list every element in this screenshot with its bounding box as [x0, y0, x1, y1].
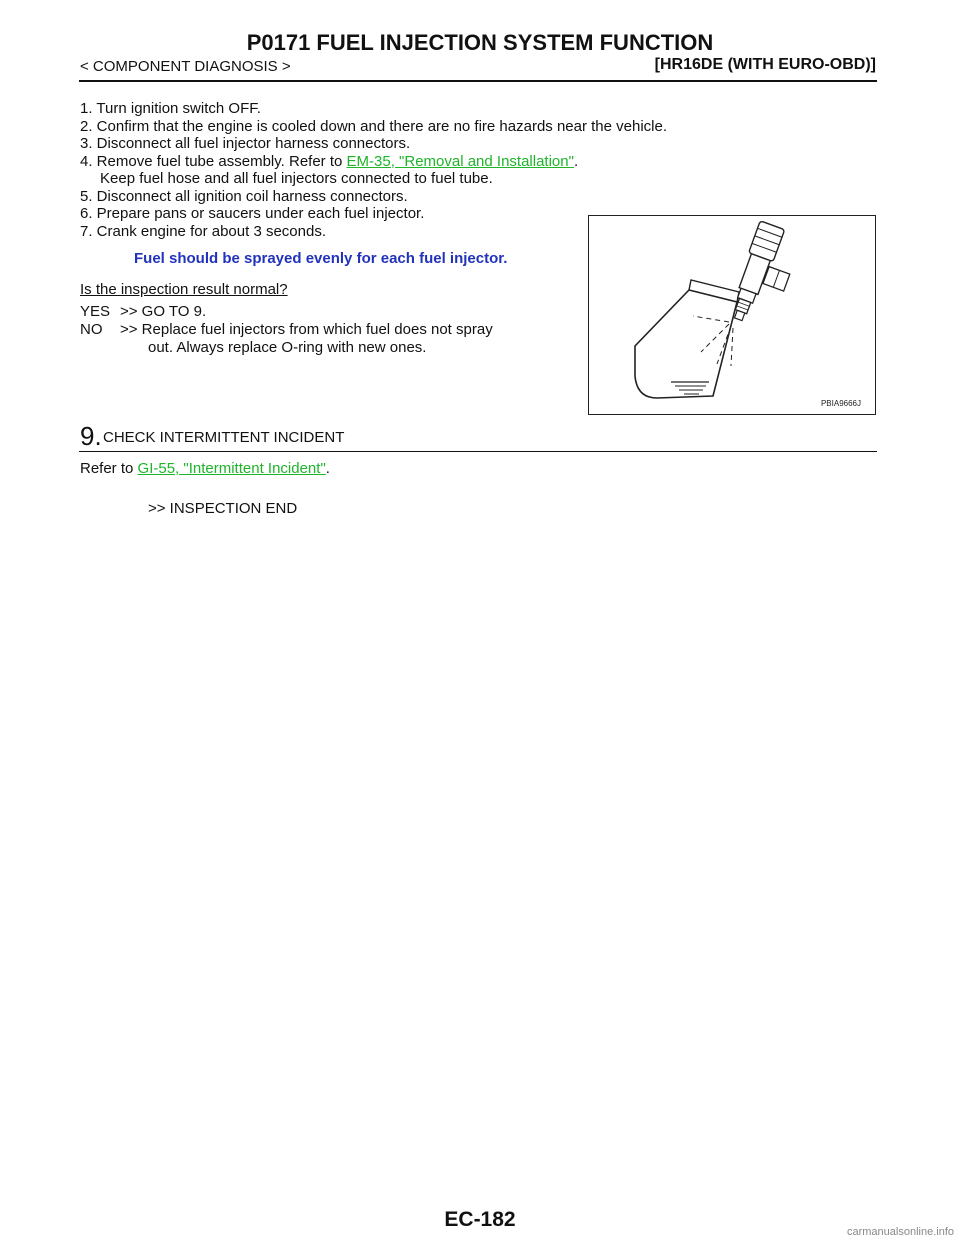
- page-number: EC-182: [444, 1208, 516, 1231]
- answer-no-text-cont: out. Always replace O-ring with new ones.: [148, 339, 427, 356]
- answer-yes-text: >> GO TO 9.: [120, 303, 207, 320]
- breadcrumb: < COMPONENT DIAGNOSIS >: [80, 58, 291, 75]
- step-5: 5. Disconnect all ignition coil harness connectors.: [80, 187, 408, 205]
- step-4: 4. Remove fuel tube assembly. Refer to EM-35, "Removal and Installation".: [80, 152, 579, 170]
- refer-line: Refer to GI-55, "Intermittent Incident".: [80, 460, 330, 477]
- step-7: 7. Crank engine for about 3 seconds.: [80, 222, 326, 240]
- step-3: 3. Disconnect all fuel injector harness connectors.: [80, 135, 411, 152]
- intermittent-incident-link[interactable]: GI-55, "Intermittent Incident": [137, 460, 326, 477]
- step-6: 6. Prepare pans or saucers under each fuel injector.: [80, 205, 425, 222]
- header-divider: [79, 80, 877, 82]
- answer-yes-key: YES: [80, 303, 111, 320]
- injector-spray-illustration: [589, 216, 874, 413]
- step-2: 2. Confirm that the engine is cooled down and there are no fire hazards near the vehicle.: [80, 117, 668, 135]
- answer-no-key: NO: [80, 321, 103, 338]
- section-divider: [79, 451, 877, 452]
- answer-no-text: >> Replace fuel injectors from which fuel does not spray: [120, 321, 493, 338]
- page-title: P0171 FUEL INJECTION SYSTEM FUNCTION: [246, 30, 714, 55]
- section-number: 9.: [80, 421, 102, 451]
- watermark: carmanualsonline.info: [846, 1226, 954, 1238]
- step-4-sub: Keep fuel hose and all fuel injectors connected to fuel tube.: [100, 170, 493, 187]
- section-title: CHECK INTERMITTENT INCIDENT: [103, 429, 345, 446]
- spray-note: Fuel should be sprayed evenly for each fuel injector.: [134, 250, 508, 267]
- inspection-question: Is the inspection result normal?: [80, 281, 288, 298]
- inspection-end: >> INSPECTION END: [148, 500, 298, 517]
- figure-code: PBIA9666J: [820, 399, 861, 408]
- removal-installation-link[interactable]: EM-35, "Removal and Installation": [346, 152, 574, 170]
- model-label: [HR16DE (WITH EURO-OBD)]: [654, 56, 876, 73]
- fuel-injector-figure: [588, 215, 876, 415]
- procedure-steps: [80, 100, 667, 240]
- step-1: 1. Turn ignition switch OFF.: [80, 100, 261, 117]
